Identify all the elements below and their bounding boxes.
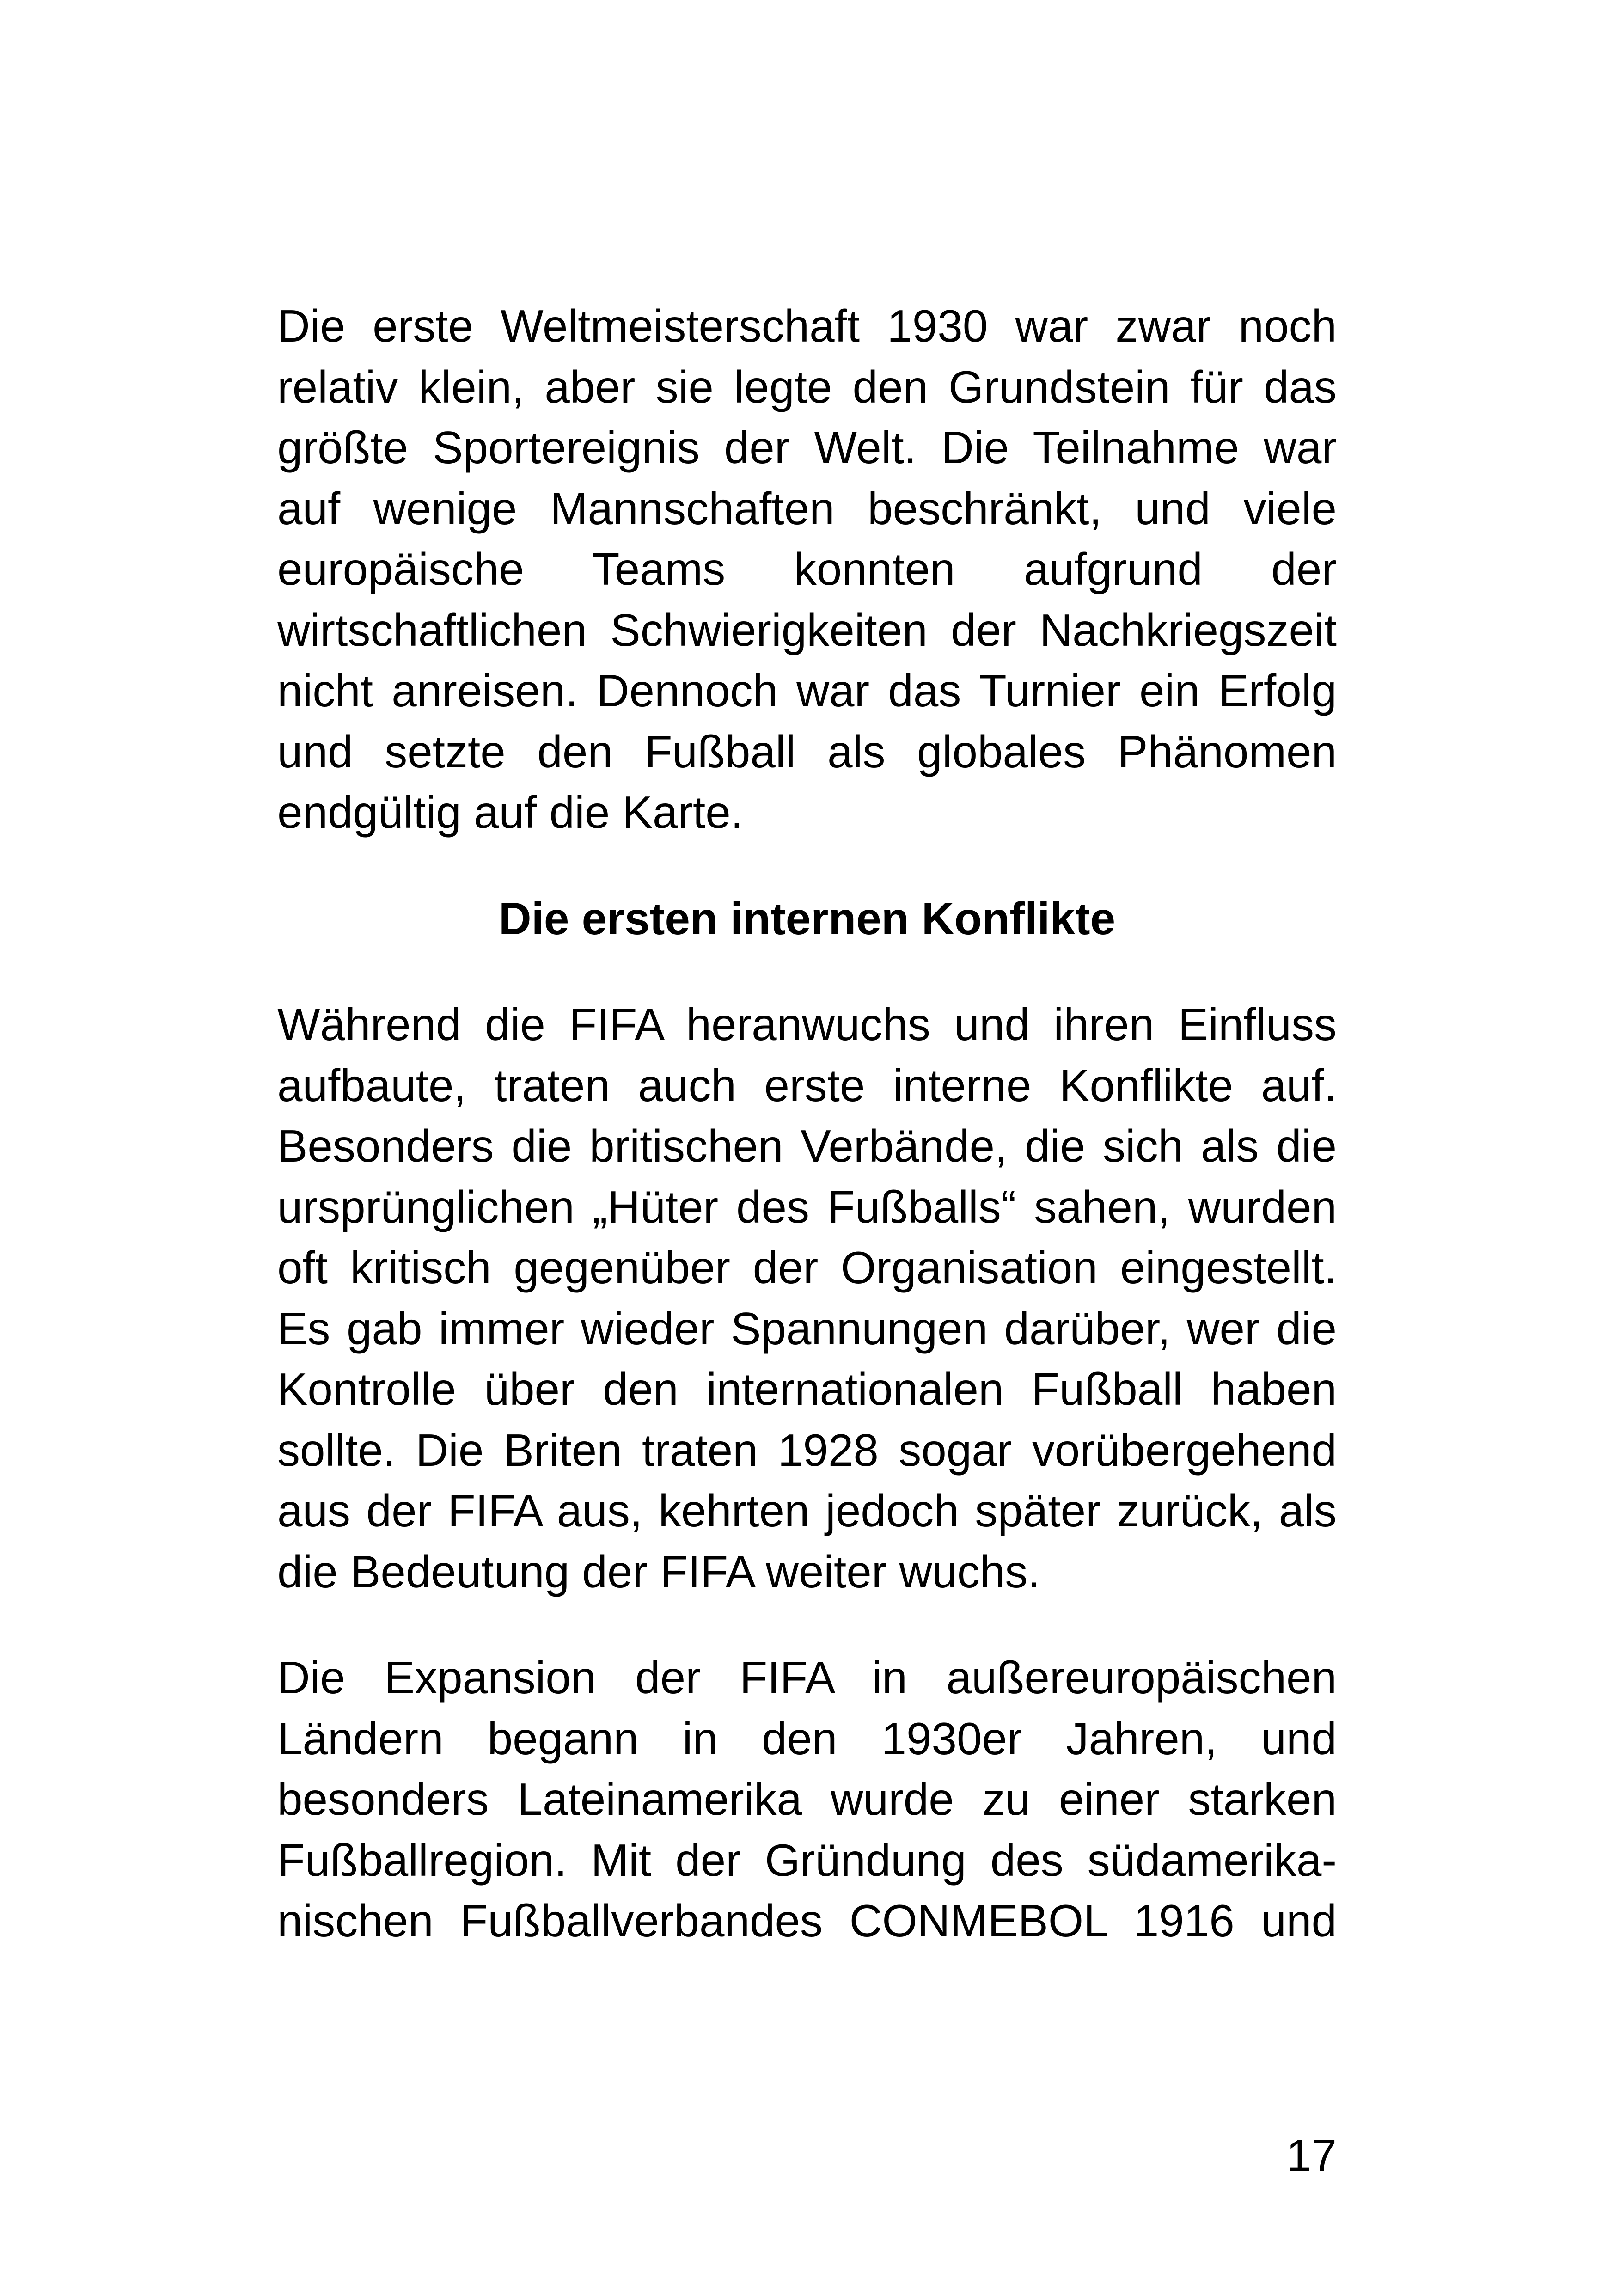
text-line: Kontrolle über den internationalen Fußball haben xyxy=(277,1364,1337,1414)
text-line: Während die FIFA heranwuchs und ihren Einfluss xyxy=(277,999,1337,1050)
section-heading: Die ersten internen Konflikte xyxy=(498,893,1116,944)
page-body xyxy=(277,296,1337,1952)
text-line: sollte. Die Briten traten 1928 sogar vorübergehend xyxy=(277,1424,1337,1476)
text-line: nischen Fußballverbandes CONMEBOL 1916 und xyxy=(277,1895,1337,1946)
text-line: aus der FIFA aus, kehrten jedoch später zurück, als xyxy=(277,1485,1337,1536)
text-line: Die erste Weltmeisterschaft 1930 war zwar noch xyxy=(277,300,1337,351)
paragraph-fifa-expansion xyxy=(277,1647,1337,1952)
text-line: Besonders die britischen Verbände, die sich als die xyxy=(277,1120,1337,1171)
text-line: relativ klein, aber sie legte den Grundstein für das xyxy=(277,361,1337,412)
text-line: und setzte den Fußball als globales Phänomen xyxy=(277,726,1337,777)
text-line: besonders Lateinamerika wurde zu einer starken xyxy=(277,1774,1337,1825)
text-line: nicht anreisen. Dennoch war das Turnier ein Erfolg xyxy=(277,665,1337,716)
text-line: europäische Teams konnten aufgrund der xyxy=(277,544,1337,594)
text-line: oft kritisch gegenüber der Organisation eingestellt. xyxy=(277,1242,1337,1293)
page-number: 17 xyxy=(1286,2130,1337,2181)
text-line: wirtschaftlichen Schwierigkeiten der Nachkriegszeit xyxy=(277,604,1337,655)
paragraph-world-cup-1930 xyxy=(277,296,1337,843)
text-line: endgültig auf die Karte. xyxy=(277,787,743,838)
paragraph-internal-conflicts xyxy=(277,994,1337,1602)
text-line: Es gab immer wieder Spannungen darüber, wer die xyxy=(277,1303,1337,1354)
text-line: Fußballregion. Mit der Gründung des südamerika- xyxy=(277,1834,1337,1886)
text-line: aufbaute, traten auch erste interne Konflikte auf. xyxy=(277,1059,1337,1111)
text-line: die Bedeutung der FIFA weiter wuchs. xyxy=(277,1546,1040,1597)
text-line: Die Expansion der FIFA in außereuropäischen xyxy=(277,1652,1337,1703)
text-line: größte Sportereignis der Welt. Die Teilnahme war xyxy=(277,422,1337,473)
text-line: ursprünglichen „Hüter des Fußballs“ sahen, wurden xyxy=(277,1181,1337,1232)
text-line: Ländern begann in den 1930er Jahren, und xyxy=(277,1713,1337,1764)
text-line: auf wenige Mannschaften beschränkt, und viele xyxy=(277,483,1337,534)
